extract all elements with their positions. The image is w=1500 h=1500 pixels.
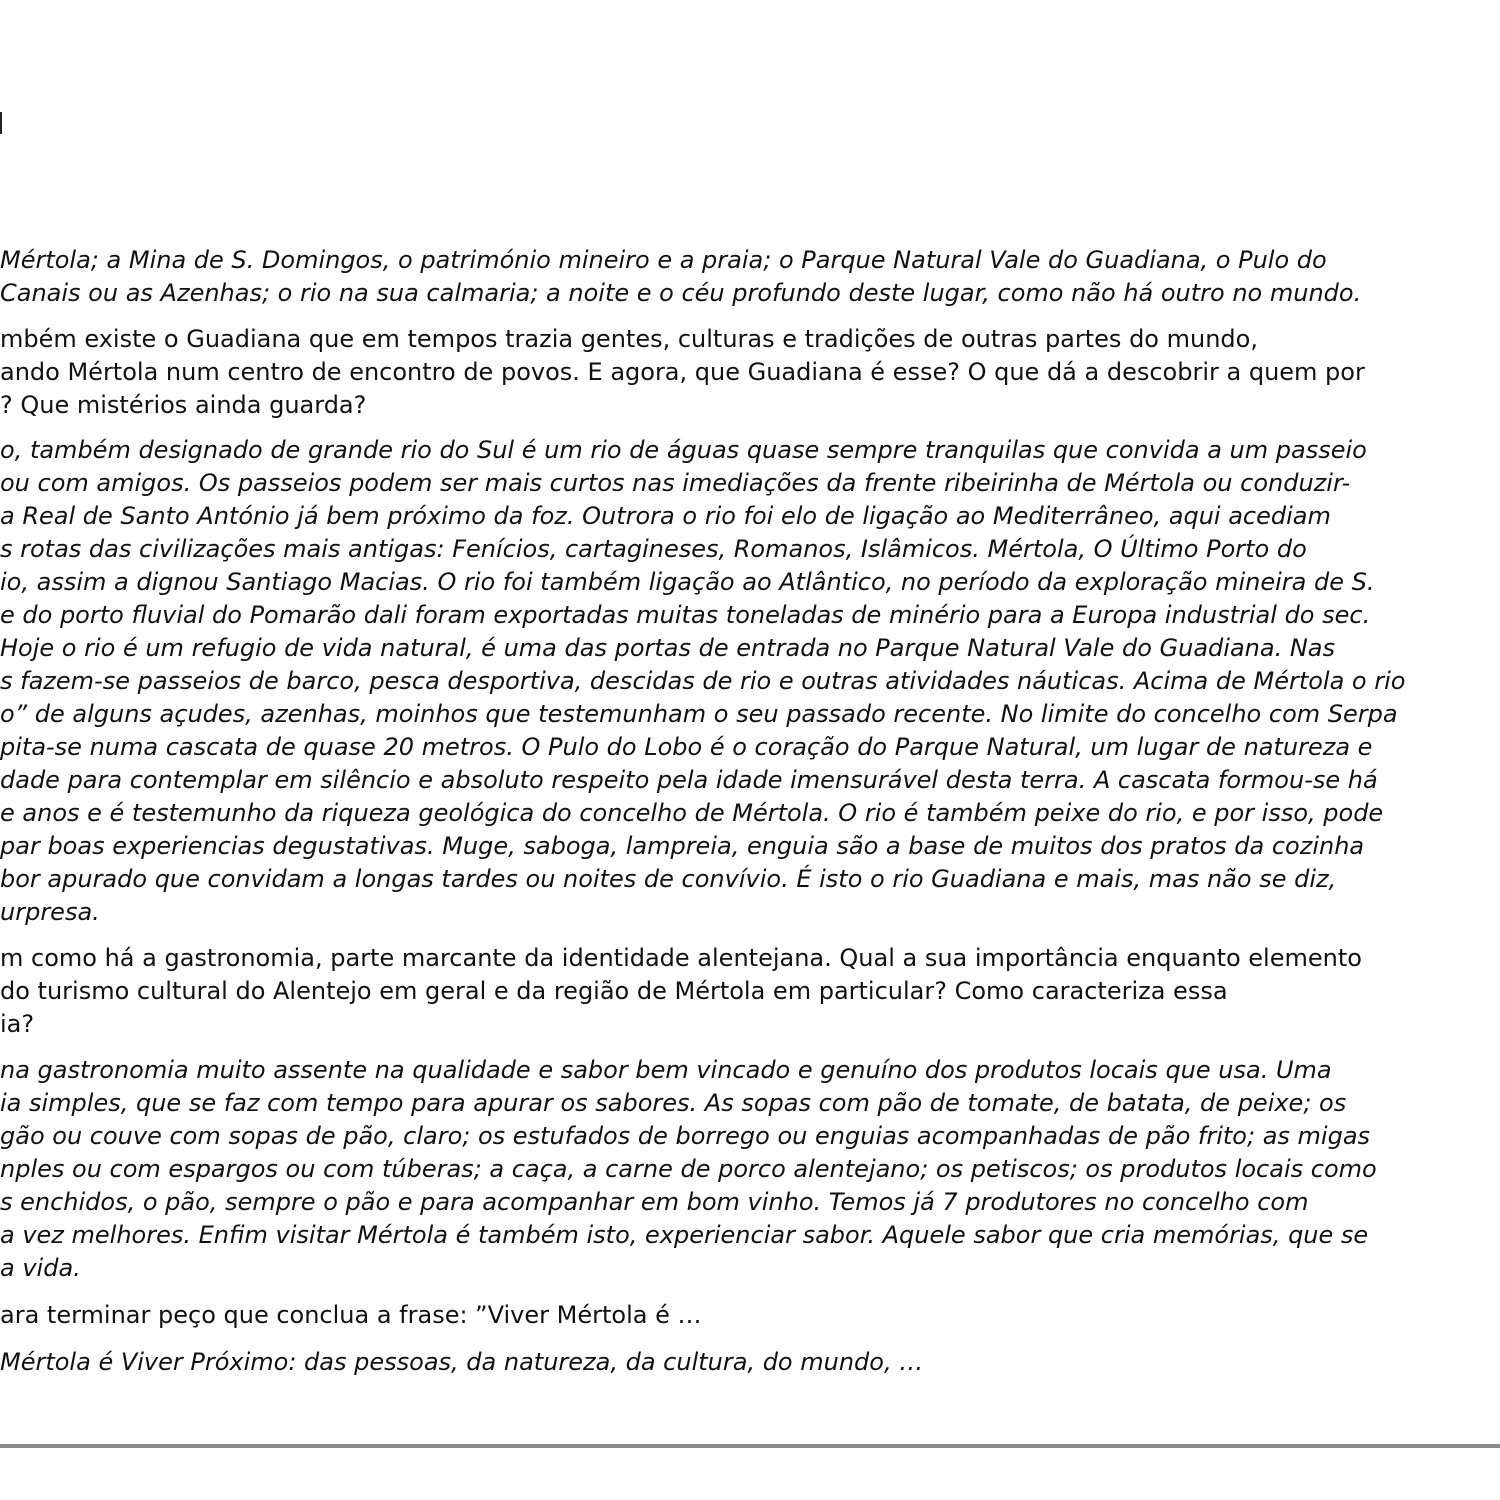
paragraph-answer-guadiana bbox=[0, 434, 1405, 929]
text-line: a Real de Santo António já bem próximo da foz. Outrora o rio foi elo de ligação ao Mediterrâneo, aqui acediam bbox=[0, 502, 1331, 530]
text-line: dade para contemplar em silêncio e absoluto respeito pela idade imensurável desta terra. A cascata formou-se há bbox=[0, 766, 1378, 794]
text-line: o” de alguns açudes, azenhas, moinhos que testemunham o seu passado recente. No limite do concelho com Serpa bbox=[0, 700, 1398, 728]
text-line: ia simples, que se faz com tempo para apurar os sabores. As sopas com pão de tomate, de batata, de peixe; os bbox=[0, 1089, 1347, 1117]
text-line: a vez melhores. Enfim visitar Mértola é também isto, experienciar sabor. Aquele sabor que cria memórias, que se bbox=[0, 1221, 1369, 1249]
text-line: ara terminar peço que conclua a frase: ”Viver Mértola é … bbox=[0, 1301, 702, 1329]
paragraph-answer-gastronomy bbox=[0, 1054, 1377, 1285]
text-line: io, assim a dignou Santiago Macias. O rio foi também ligação ao Atlântico, no período da exploração mineira de S. bbox=[0, 568, 1375, 596]
paragraph-question-gastronomy bbox=[0, 942, 1362, 1041]
text-line: Mértola; a Mina de S. Domingos, o património mineiro e a praia; o Parque Natural Vale do Guadiana, o Pulo do bbox=[0, 246, 1327, 274]
text-line: ando Mértola num centro de encontro de povos. E agora, que Guadiana é esse? O que dá a descobrir a quem por bbox=[0, 358, 1365, 386]
text-line: ou com amigos. Os passeios podem ser mais curtos nas imediações da frente ribeirinha de Mértola ou conduzir- bbox=[0, 469, 1351, 497]
text-line: pita-se numa cascata de quase 20 metros. O Pulo do Lobo é o coração do Parque Natural, um lugar de natureza e bbox=[0, 733, 1373, 761]
text-line: bor apurado que convidam a longas tardes ou noites de convívio. É isto o rio Guadiana e mais, mas não se diz, bbox=[0, 865, 1337, 893]
text-line: Canais ou as Azenhas; o rio na sua calmaria; a noite e o céu profundo deste lugar, como não há outro no mundo. bbox=[0, 279, 1362, 307]
text-line: na gastronomia muito assente na qualidade e sabor bem vincado e genuíno dos produtos locais que usa. Uma bbox=[0, 1056, 1332, 1084]
text-line: e anos e é testemunho da riqueza geológica do concelho de Mértola. O rio é também peixe do rio, e por isso, pode bbox=[0, 799, 1384, 827]
text-line: a vida. bbox=[0, 1254, 81, 1282]
text-line: urpresa. bbox=[0, 898, 100, 926]
text-line: do turismo cultural do Alentejo em geral e da região de Mértola em particular? Como caracteriza essa bbox=[0, 977, 1228, 1005]
text-line: s enchidos, o pão, sempre o pão e para acompanhar em bom vinho. Temos já 7 produtores no concelho com bbox=[0, 1188, 1309, 1216]
text-line: gão ou couve com sopas de pão, claro; os estufados de borrego ou enguias acompanhadas de pão frito; as migas bbox=[0, 1122, 1371, 1150]
text-line: s fazem-se passeios de barco, pesca desportiva, descidas de rio e outras atividades náuticas. Acima de Mértola o rio bbox=[0, 667, 1406, 695]
paragraph-answer-closing bbox=[0, 1346, 923, 1379]
text-line: par boas experiencias degustativas. Muge, saboga, lampreia, enguia são a base de muitos dos pratos da cozinha bbox=[0, 832, 1365, 860]
text-line: Mértola é Viver Próximo: das pessoas, da natureza, da cultura, do mundo, … bbox=[0, 1348, 924, 1376]
text-line: m como há a gastronomia, parte marcante da identidade alentejana. Qual a sua importância enquanto elemento bbox=[0, 944, 1362, 972]
text-line: mbém existe o Guadiana que em tempos trazia gentes, culturas e tradições de outras partes do mundo, bbox=[0, 325, 1258, 353]
paragraph-question-guadiana bbox=[0, 323, 1365, 422]
text-line: s rotas das civilizações mais antigas: Fenícios, cartagineses, Romanos, Islâmicos. Mértola, O Último Porto do bbox=[0, 535, 1307, 563]
text-line: ia? bbox=[0, 1010, 35, 1038]
text-line: ? Que mistérios ainda guarda? bbox=[0, 391, 367, 419]
text-line: o, também designado de grande rio do Sul é um rio de águas quase sempre tranquilas que convida a um passeio bbox=[0, 436, 1367, 464]
paragraph-answer-places bbox=[0, 244, 1361, 310]
horizontal-rule bbox=[0, 1444, 1500, 1448]
text-line: nples ou com espargos ou com túberas; a caça, a carne de porco alentejano; os petiscos; os produtos locais como bbox=[0, 1155, 1377, 1183]
text-line: e do porto fluvial do Pomarão dali foram exportadas muitas toneladas de minério para a Europa industrial do sec. bbox=[0, 601, 1371, 629]
cropped-glyph-fragment bbox=[0, 112, 2, 134]
text-line: Hoje o rio é um refugio de vida natural, é uma das portas de entrada no Parque Natural Vale do Guadiana. Nas bbox=[0, 634, 1335, 662]
paragraph-question-closing bbox=[0, 1299, 701, 1332]
